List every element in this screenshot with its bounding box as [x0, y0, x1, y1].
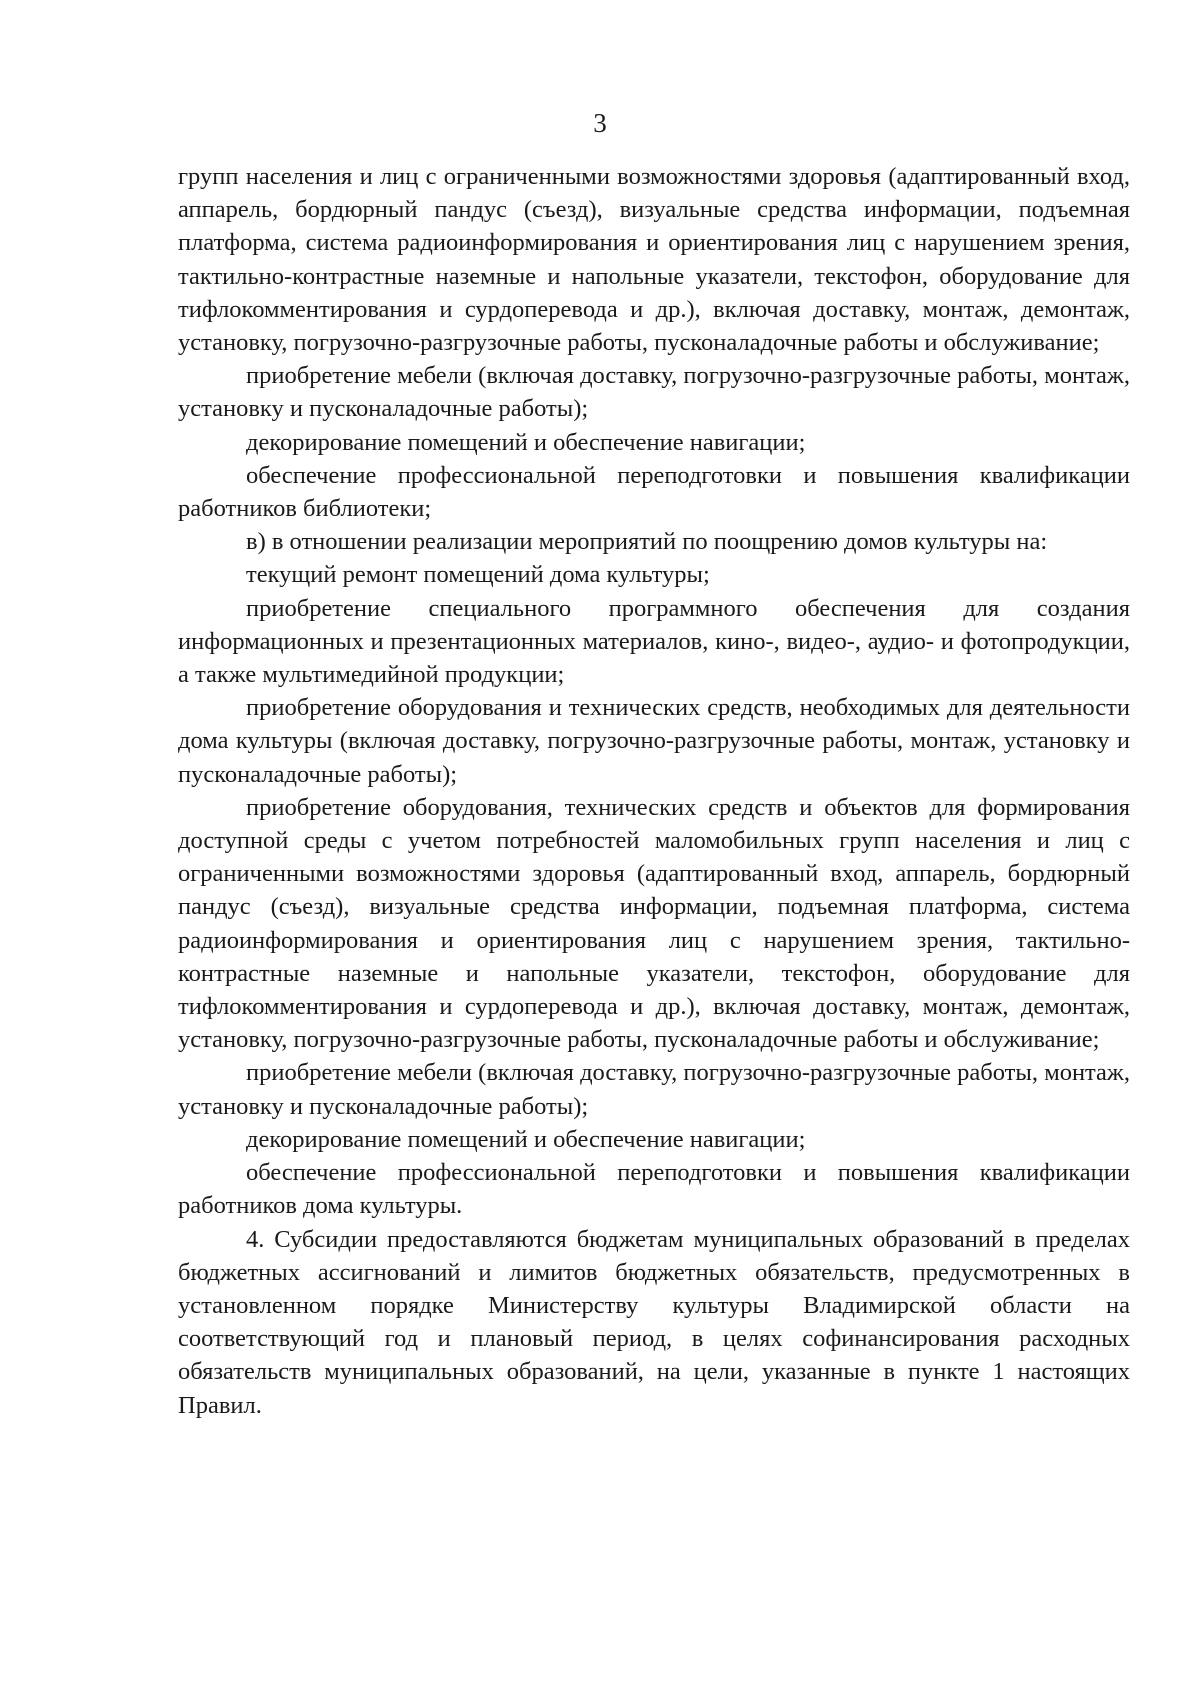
paragraph-repair: текущий ремонт помещений дома культуры;	[246, 561, 710, 589]
paragraph-furniture-culture: приобретение мебели (включая доставку, погрузочно-разгрузочные работы, монтаж, установку и пусконаладочные работы);	[178, 1059, 1130, 1120]
paragraph-software: приобретение специального программного обеспечения для создания информационных и презентационных материалов, кино-, видео-, аудио- и фотопродукции, а также мультимедийной продукции;	[178, 594, 1130, 689]
paragraph-accessibility: приобретение оборудования, технических средств и объектов для формирования доступной среды с учетом потребностей маломобильных групп населения и лиц с ограниченными возможностями здоровья (адаптированный вход, аппарель, бордюрный пандус (съезд), визуальные средства информации, подъемная платформа, система радиоинформирования и ориентирования лиц с нарушением зрения, тактильно-контрастные наземные и напольные указатели, текстофон, оборудование для тифлокомментирования и сурдоперевода и др.), включая доставку, монтаж, демонтаж, установку, погрузочно-разгрузочные работы, пусконаладочные работы и обслуживание;	[178, 793, 1130, 1054]
paragraph-item-v: в) в отношении реализации мероприятий по поощрению домов культуры на:	[246, 528, 1048, 556]
paragraph-training-library: обеспечение профессиональной переподготовки и повышения квалификации работников библиотеки;	[178, 461, 1130, 523]
page-number: 3	[593, 108, 607, 138]
paragraph-equipment: приобретение оборудования и технических средств, необходимых для деятельности дома культуры (включая доставку, погрузочно-разгрузочные работы, монтаж, установку и пусконаладочные работы);	[178, 694, 1130, 788]
paragraph-continuation: групп населения и лиц с ограниченными возможностями здоровья (адаптированный вход, аппарель, бордюрный пандус (съезд), визуальные средства информации, подъемная платформа, система радиоинформирования и ориентирования лиц с нарушением зрения, тактильно-контрастные наземные и напольные указатели, текстофон, оборудование для тифлокомментирования и сурдоперевода и др.), включая доставку, монтаж, демонтаж, установку, погрузочно-разгрузочные работы, пусконаладочные работы и обслуживание;	[178, 163, 1130, 357]
paragraph-training-culture: обеспечение профессиональной переподготовки и повышения квалификации работников дома культуры.	[178, 1159, 1130, 1220]
paragraph-decoration-library: декорирование помещений и обеспечение навигации;	[246, 428, 806, 456]
paragraph-furniture-library: приобретение мебели (включая доставку, погрузочно-разгрузочные работы, монтаж, установку и пусконаладочные работы);	[178, 362, 1130, 423]
paragraph-clause-4: 4. Субсидии предоставляются бюджетам муниципальных образований в пределах бюджетных ассигнований и лимитов бюджетных обязательств, предусмотренных в установленном порядке Министерству культуры Владимирской области на соответствующий год и плановый период, в целях софинансирования расходных обязательств муниципальных образований, на цели, указанные в пункте 1 настоящих Правил.	[178, 1225, 1130, 1419]
document-body	[178, 160, 1130, 1422]
paragraph-decoration-culture: декорирование помещений и обеспечение навигации;	[246, 1125, 806, 1153]
